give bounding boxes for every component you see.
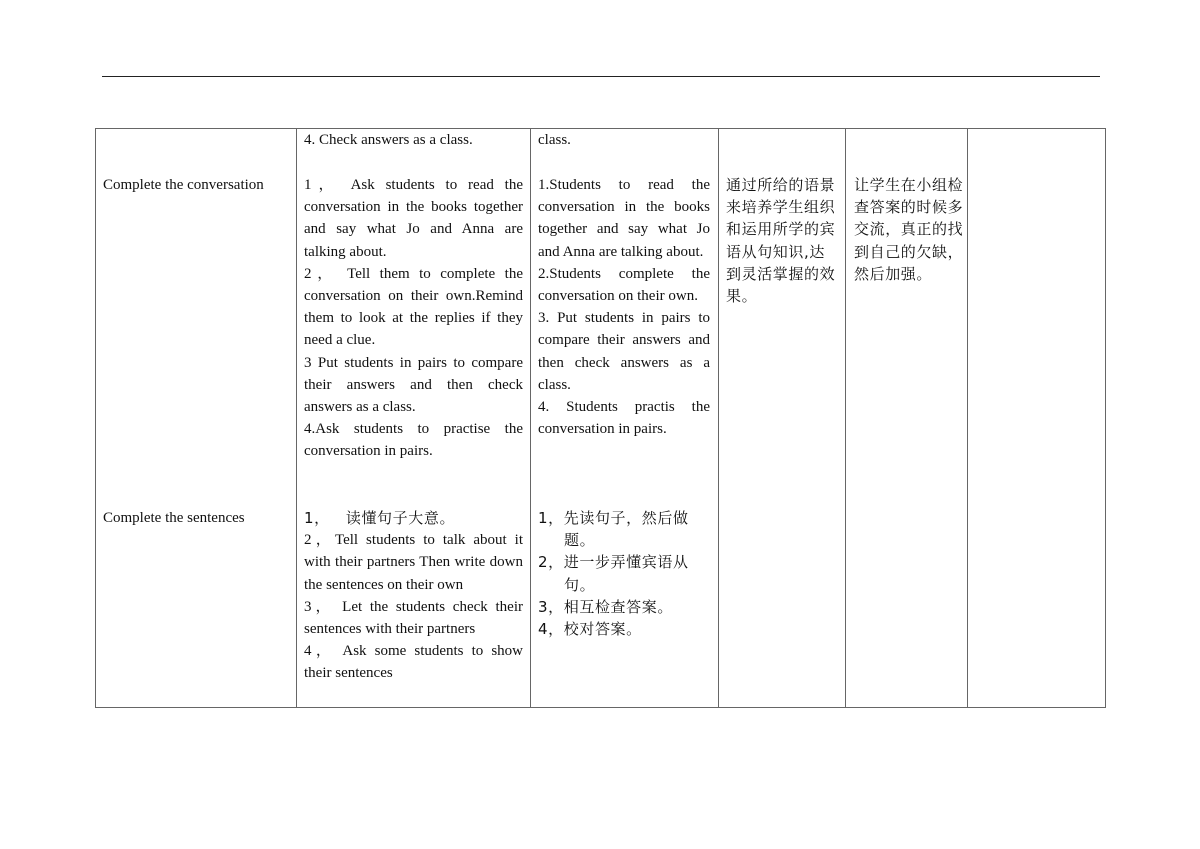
list-item: 1， 读懂句子大意。 bbox=[304, 509, 456, 527]
list-item: 2，进一步弄懂宾语从句。 bbox=[538, 553, 689, 594]
teacher-activity-carryover: 4. Check answers as a class. bbox=[304, 132, 473, 148]
list-item: 1.Students to read the conversation in the books together and say what Jo and Anna are talking about. bbox=[538, 177, 710, 260]
list-item: 1，先读句子，然后做题。 bbox=[538, 509, 689, 550]
list-item: 3，相互检查答案。 bbox=[538, 597, 673, 616]
stage-title: Complete the conversation bbox=[103, 177, 264, 193]
student-activities-conversation bbox=[538, 174, 710, 440]
list-item: 4.Ask students to practise the conversation in pairs. bbox=[304, 421, 523, 460]
table-bottom-border bbox=[95, 707, 1106, 708]
teacher-activities-conversation bbox=[304, 174, 523, 463]
column-border bbox=[967, 128, 968, 708]
student-activities-sentences bbox=[538, 507, 712, 640]
column-border bbox=[530, 128, 531, 708]
column-border bbox=[1105, 128, 1106, 708]
student-activity-carryover: class. bbox=[538, 132, 571, 148]
list-item: 2， Tell them to complete the conversation on their own.Remind them to look at the replies if they need a clue. bbox=[304, 265, 523, 349]
teacher-activities-sentences bbox=[304, 507, 523, 685]
design-intent-text: 通过所给的语景来培养学生组织和运用所学的宾语从句知识,达到灵活掌握的效果。 bbox=[726, 176, 836, 306]
list-item: 4， Ask some students to show their sentences bbox=[304, 643, 523, 682]
list-item: 3. Put students in pairs to compare their answers and then check answers as a class. bbox=[538, 310, 710, 393]
list-item: 4. Students practis the conversation in pairs. bbox=[538, 399, 710, 438]
column-border bbox=[845, 128, 846, 708]
list-item: 4，校对答案。 bbox=[538, 620, 642, 639]
column-border bbox=[296, 128, 297, 708]
column-border bbox=[718, 128, 719, 708]
column-border bbox=[95, 128, 96, 708]
list-item: 2，Tell students to talk about it with their partners Then write down the sentences on their own bbox=[304, 532, 523, 593]
list-item: 2.Students complete the conversation on their own. bbox=[538, 265, 710, 305]
teaching-note-text: 让学生在小组检查答案的时候多交流，真正的找到自己的欠缺，然后加强。 bbox=[854, 176, 964, 283]
list-item: 3， Let the students check their sentences with their partners bbox=[304, 598, 523, 638]
list-item: 1， Ask students to read the conversation in the books together and say what Jo and Anna are talking about. bbox=[304, 177, 523, 260]
stage-title: Complete the sentences bbox=[103, 510, 245, 526]
list-item: 3 Put students in pairs to compare their answers and then check answers as a class. bbox=[304, 354, 523, 416]
